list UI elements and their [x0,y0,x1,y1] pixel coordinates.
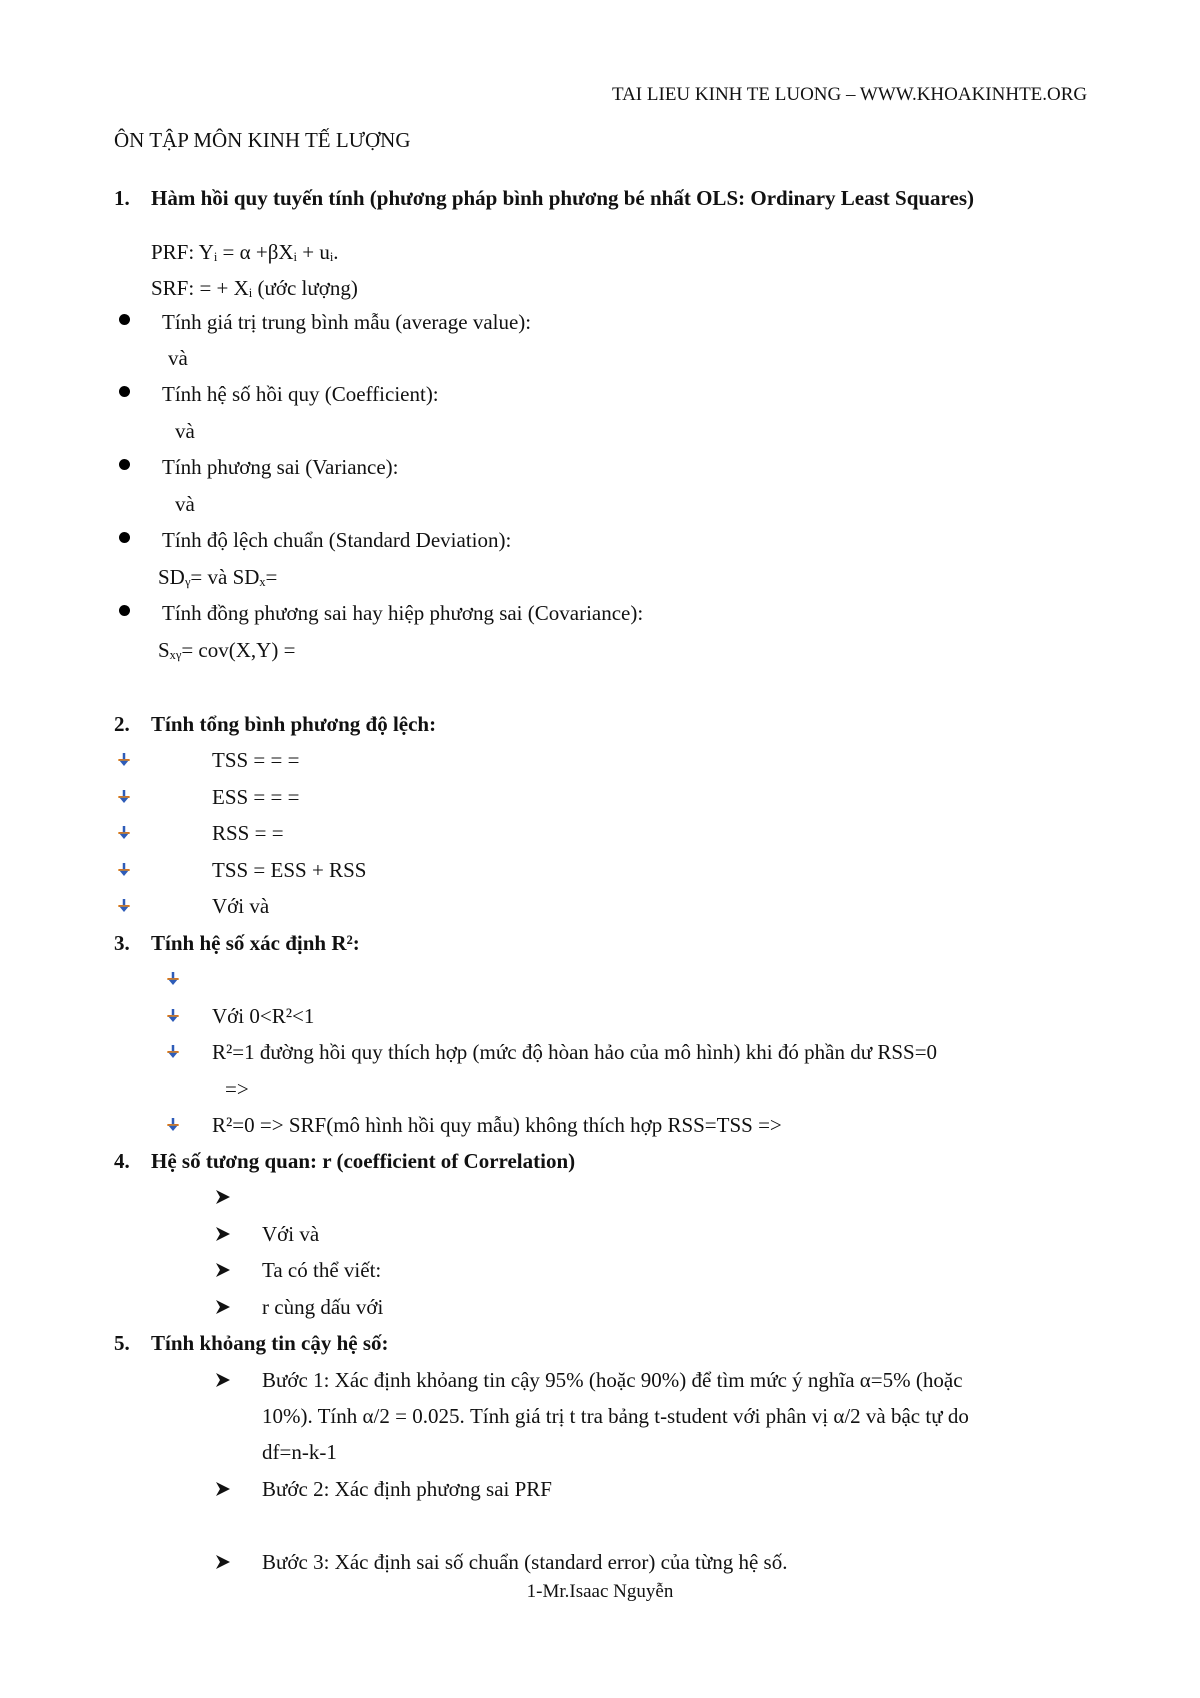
list-item: r cùng dấu với [262,1295,384,1319]
section-4-heading: Hệ số tương quan: r (coefficient of Correlation) [151,1149,576,1173]
bullet-icon [119,459,130,470]
bullet-std-deviation: Tính độ lệch chuẩn (Standard Deviation): [162,528,512,552]
bullet-coefficient-formula: và [175,419,195,443]
arrow-bullet-icon [117,752,131,768]
bullet-icon [119,605,130,616]
list-item: R²=1 đường hồi quy thích hợp (mức độ hòan hảo của mô hình) khi đó phần dư RSS=0 [212,1040,938,1064]
bullet-covariance: Tính đồng phương sai hay hiệp phương sai (Covariance): [162,601,644,625]
chevron-bullet-icon [214,1371,232,1389]
chevron-bullet-icon [214,1480,232,1498]
arrow-bullet-icon [166,1008,180,1024]
bullet-icon [119,386,130,397]
prf-equation: PRF: Yᵢ = α +βXᵢ + uᵢ. [151,240,339,264]
page-header: TAI LIEU KINH TE LUONG – WWW.KHOAKINHTE.ORG [612,84,1088,105]
section-3-heading: Tính hệ số xác định R²: [151,931,360,955]
section-1-number: 1. [114,186,130,210]
list-item: Ta có thể viết: [262,1258,382,1282]
section-2-heading: Tính tổng bình phương độ lệch: [151,712,437,736]
step-3: Bước 3: Xác định sai số chuẩn (standard error) của từng hệ số. [262,1550,788,1574]
arrow-bullet-icon [117,789,131,805]
arrow-bullet-icon [166,971,180,987]
chevron-bullet-icon [214,1553,232,1571]
arrow-bullet-icon [117,898,131,914]
bullet-coefficient: Tính hệ số hồi quy (Coefficient): [162,382,439,406]
bullet-std-deviation-formula: SDᵧ= và SDₓ= [158,565,278,589]
section-5-heading: Tính khỏang tin cậy hệ số: [151,1331,389,1355]
bullet-average: Tính giá trị trung bình mẫu (average value): [162,310,532,334]
list-item: Với và [262,1222,320,1246]
chevron-bullet-icon [214,1261,232,1279]
section-1-heading: Hàm hồi quy tuyến tính (phương pháp bình phương bé nhất OLS: Ordinary Least Squares) [151,186,974,210]
arrow-bullet-icon [166,1117,180,1133]
list-item: Với và [212,894,270,918]
step-2: Bước 2: Xác định phương sai PRF [262,1477,552,1501]
step-1-line-2: 10%). Tính α/2 = 0.025. Tính giá trị t tra bảng t-student với phân vị α/2 và bậc tự do [262,1404,969,1428]
chevron-bullet-icon [214,1298,232,1316]
list-item: TSS = ESS + RSS [212,858,367,882]
section-3-number: 3. [114,931,130,955]
section-2-number: 2. [114,712,130,736]
page-footer: 1-Mr.Isaac Nguyễn [526,1581,674,1602]
list-item-continuation: => [225,1077,249,1101]
chevron-bullet-icon [214,1188,232,1206]
chevron-bullet-icon [214,1225,232,1243]
arrow-bullet-icon [117,825,131,841]
bullet-covariance-formula: Sₓᵧ= cov(X,Y) = [158,638,296,662]
section-4-number: 4. [114,1149,130,1173]
arrow-bullet-icon [166,1044,180,1060]
step-1-line-1: Bước 1: Xác định khỏang tin cậy 95% (hoặc 90%) để tìm mức ý nghĩa α=5% (hoặc [262,1368,963,1392]
list-item: TSS = = = [212,748,300,772]
step-1-line-3: df=n-k-1 [262,1440,337,1464]
bullet-variance: Tính phương sai (Variance): [162,455,399,479]
bullet-variance-formula: và [175,492,195,516]
document-title: ÔN TẬP MÔN KINH TẾ LƯỢNG [114,128,411,152]
list-item: RSS = = [212,821,284,845]
bullet-icon [119,532,130,543]
list-item: ESS = = = [212,785,300,809]
bullet-icon [119,314,130,325]
section-5-number: 5. [114,1331,130,1355]
srf-equation: SRF: = + Xᵢ (ước lượng) [151,276,358,300]
list-item: R²=0 => SRF(mô hình hồi quy mẫu) không thích hợp RSS=TSS => [212,1113,782,1137]
arrow-bullet-icon [117,862,131,878]
list-item: Với 0<R²<1 [212,1004,315,1028]
bullet-average-formula: và [168,346,188,370]
